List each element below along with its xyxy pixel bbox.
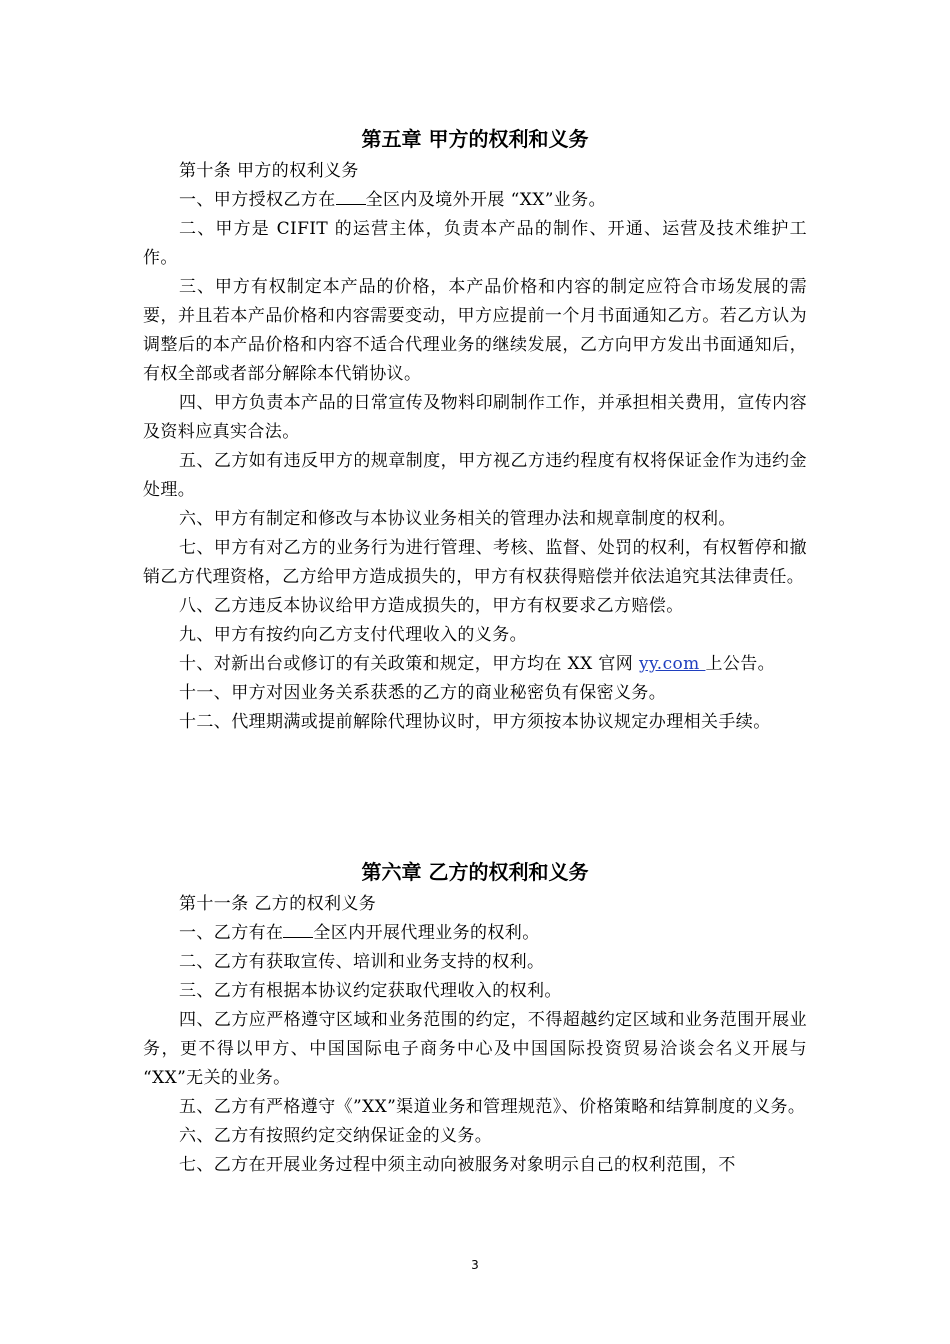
ch6-item-2: 二、乙方有获取宣传、培训和业务支持的权利。 [179,952,545,972]
article-10-heading: 第十条 甲方的权利义务 [179,161,359,181]
ch6-item-3: 三、乙方有根据本协议约定获取代理收入的权利。 [179,981,562,1001]
ch6-item-1 [143,919,807,948]
ch6-item-4: 四、乙方应严格遵守区域和业务范围的约定，不得超越约定区域和业务范围开展业务，更不得以甲方、中国国际电子商务中心及中国国际投资贸易洽谈会名义开展与 “XX”无关的业务。 [143,1010,807,1088]
ch5-item-11: 十一、甲方对因业务关系获悉的乙方的商业秘密负有保密义务。 [179,683,667,703]
ch5-item-1 [143,186,807,215]
ch5-item-8: 八、乙方违反本协议给甲方造成损失的，甲方有权要求乙方赔偿。 [179,596,684,616]
ch5-item-10-post: 上公告。 [705,654,776,674]
ch5-item-10 [143,650,807,679]
ch5-item-1-pre: 一、甲方授权乙方在 [179,190,336,210]
ch5-item-4: 四、甲方负责本产品的日常宣传及物料印刷制作工作，并承担相关费用，宣传内容及资料应真实合法。 [143,393,807,442]
ch5-item-7: 七、甲方有对乙方的业务行为进行管理、考核、监督、处罚的权利，有权暂停和撤销乙方代理资格，乙方给甲方造成损失的，甲方有权获得赔偿并依法追究其法律责任。 [143,538,807,587]
ch5-item-6: 六、甲方有制定和修改与本协议业务相关的管理办法和规章制度的权利。 [179,509,736,529]
ch5-item-12: 十二、代理期满或提前解除代理协议时，甲方须按本协议规定办理相关手续。 [179,712,771,732]
ch5-item-10-pre: 十、对新出台或修订的有关政策和规定，甲方均在 XX 官网 [179,654,640,674]
ch6-item-6: 六、乙方有按照约定交纳保证金的义务。 [179,1126,493,1146]
ch5-item-1-post: 全区内及境外开展 “XX”业务。 [365,190,606,210]
page-number: 3 [471,1258,479,1272]
chapter-5-title: 第五章 甲方的权利和义务 [361,127,589,151]
website-link[interactable]: yy.com [639,654,706,674]
ch5-item-5: 五、乙方如有违反甲方的规章制度，甲方视乙方违约程度有权将保证金作为违约金处理。 [143,451,807,500]
blank-field [336,190,366,205]
article-11-heading: 第十一条 乙方的权利义务 [179,894,377,914]
chapter-6-body [143,890,807,1180]
ch5-item-2: 二、甲方是 CIFIT 的运营主体，负责本产品的制作、开通、运营及技术维护工作。 [143,219,807,268]
ch5-item-3: 三、甲方有权制定本产品的价格，本产品价格和内容的制定应符合市场发展的需要，并且若本产品价格和内容需要变动，甲方应提前一个月书面通知乙方。若乙方认为调整后的本产品价格和内容不适合代理业务的继续发展，乙方向甲方发出书面通知后，有权全部或者部分解除本代销协议。 [143,277,807,384]
ch6-item-1-pre: 一、乙方有在 [179,923,284,943]
ch5-item-9: 九、甲方有按约向乙方支付代理收入的义务。 [179,625,527,645]
document-page [143,0,807,1344]
chapter-6-title: 第六章 乙方的权利和义务 [361,860,589,884]
ch6-item-1-post: 全区内开展代理业务的权利。 [313,923,540,943]
chapter-5-body [143,157,807,737]
ch6-item-5: 五、乙方有严格遵守《”XX”渠道业务和管理规范》、价格策略和结算制度的义务。 [179,1097,806,1117]
blank-field [283,923,313,938]
ch6-item-7: 七、乙方在开展业务过程中须主动向被服务对象明示自己的权利范围，不 [179,1155,736,1175]
